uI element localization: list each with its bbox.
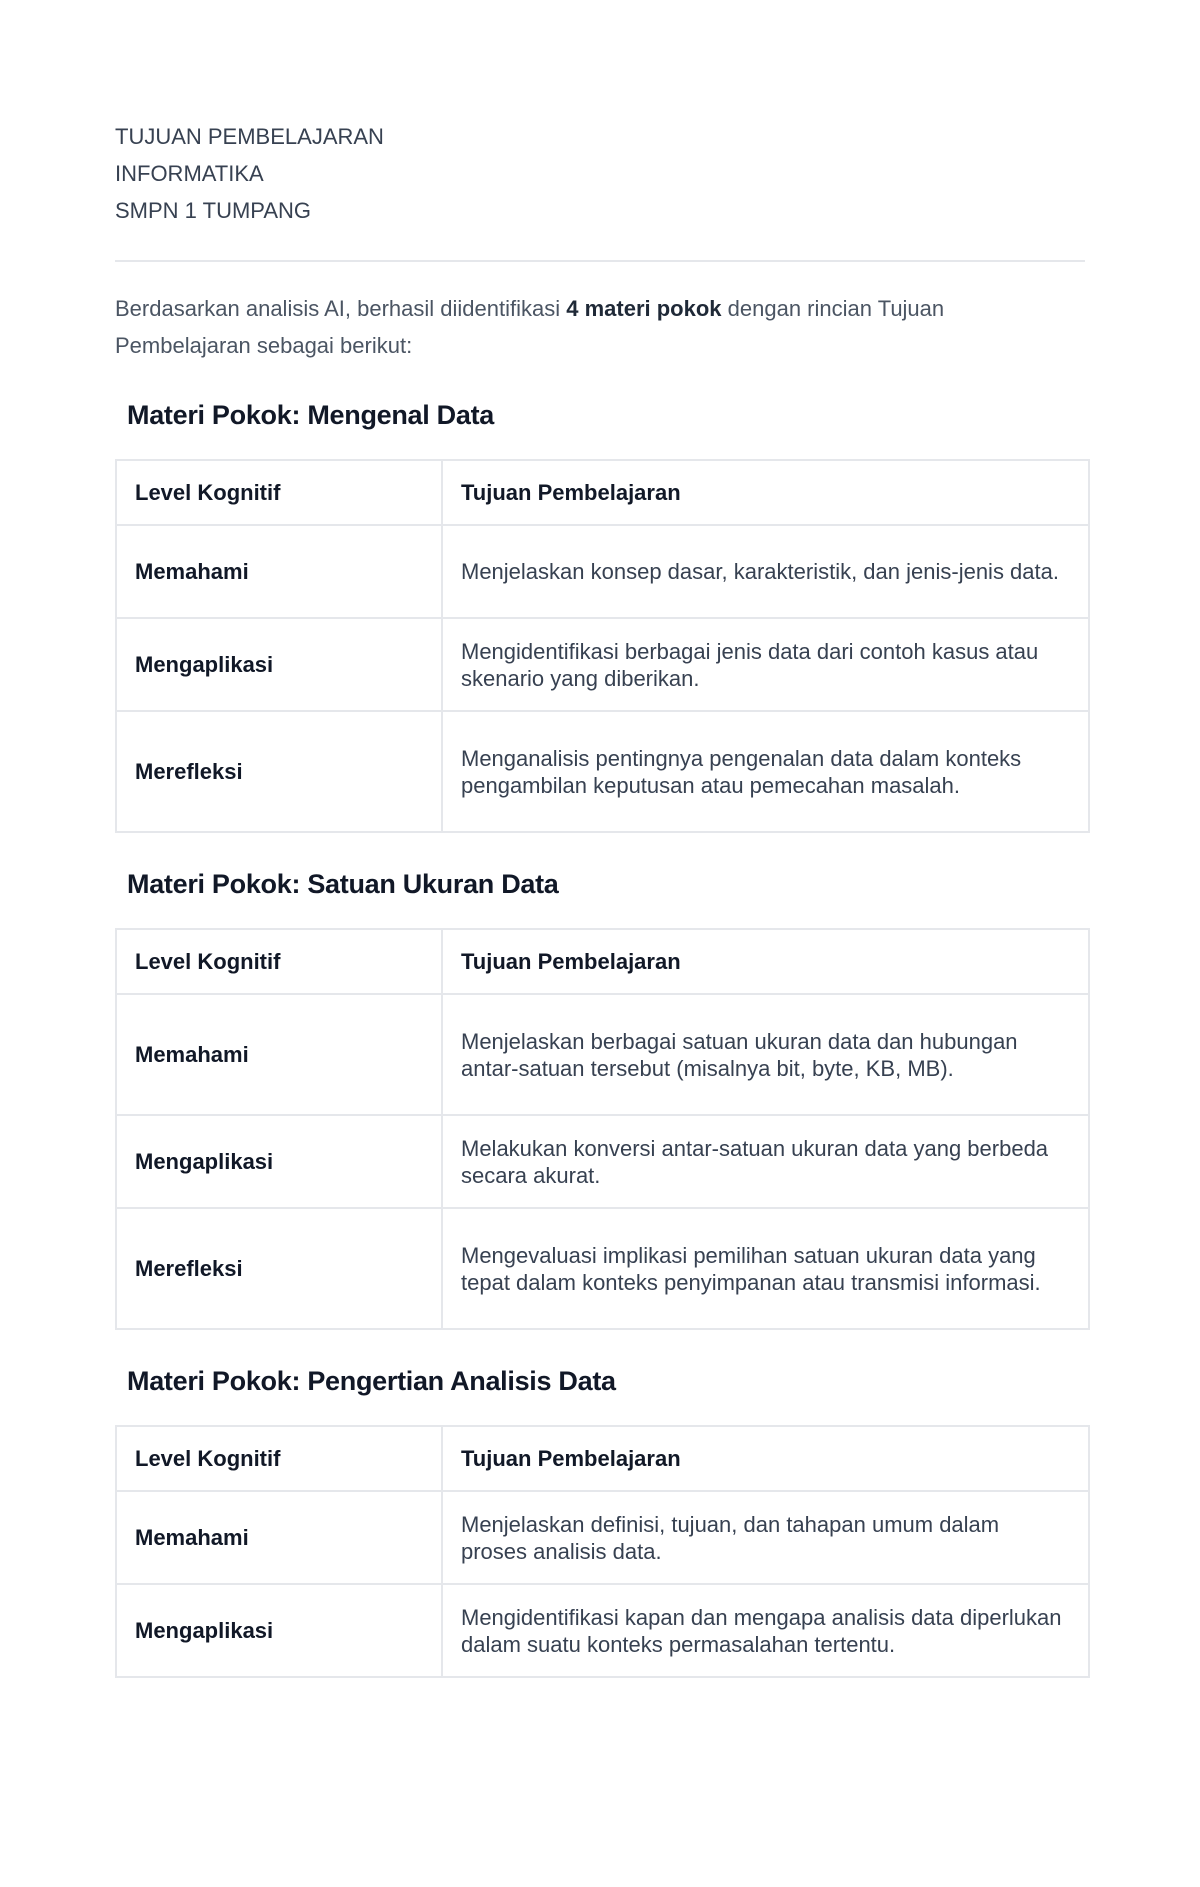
intro-paragraph [115,290,1085,364]
column-header-level: Level Kognitif [116,929,442,994]
header-divider [115,260,1085,262]
table-row [116,525,1089,618]
level-cell: Mengaplikasi [116,618,442,711]
header-subject: INFORMATIKA [115,161,264,186]
table-row [116,711,1089,832]
intro-text-after: dengan rincian Tujuan Pembelajaran sebagai berikut: [115,296,945,358]
section-title: Materi Pokok: Pengertian Analisis Data [127,1366,616,1396]
table-row [116,618,1089,711]
level-cell: Memahami [116,1491,442,1584]
table-row [116,1208,1089,1329]
level-cell: Merefleksi [116,1208,442,1329]
section-pengertian-analisis-data [115,1366,1085,1678]
objective-cell: Menjelaskan definisi, tujuan, dan tahapan umum dalam proses analisis data. [442,1491,1089,1584]
table-row [116,1491,1089,1584]
level-cell: Mengaplikasi [116,1115,442,1208]
column-header-level: Level Kognitif [116,1426,442,1491]
table-header-row [116,1426,1089,1491]
objective-cell: Menjelaskan berbagai satuan ukuran data dan hubungan antar-satuan tersebut (misalnya bit, byte, KB, MB). [442,994,1089,1115]
document-header [115,118,1085,229]
header-school: SMPN 1 TUMPANG [115,198,311,223]
section-title: Materi Pokok: Mengenal Data [127,400,494,430]
level-cell: Mengaplikasi [116,1584,442,1677]
objective-cell: Menjelaskan konsep dasar, karakteristik, dan jenis-jenis data. [442,525,1089,618]
level-cell: Memahami [116,994,442,1115]
section-title: Materi Pokok: Satuan Ukuran Data [127,869,559,899]
column-header-level: Level Kognitif [116,460,442,525]
column-header-objective: Tujuan Pembelajaran [442,460,1089,525]
intro-text-before: Berdasarkan analisis AI, berhasil diidentifikasi [115,296,567,321]
header-title: TUJUAN PEMBELAJARAN [115,124,384,149]
table-header-row [116,460,1089,525]
objective-cell: Menganalisis pentingnya pengenalan data dalam konteks pengambilan keputusan atau pemecahan masalah. [442,711,1089,832]
section-mengenal-data [115,400,1085,833]
column-header-objective: Tujuan Pembelajaran [442,929,1089,994]
objective-cell: Melakukan konversi antar-satuan ukuran data yang berbeda secara akurat. [442,1115,1089,1208]
objectives-table [115,928,1090,1330]
objective-cell: Mengidentifikasi kapan dan mengapa analisis data diperlukan dalam suatu konteks permasalahan tertentu. [442,1584,1089,1677]
level-cell: Memahami [116,525,442,618]
column-header-objective: Tujuan Pembelajaran [442,1426,1089,1491]
intro-highlight: 4 materi pokok [566,296,722,321]
table-header-row [116,929,1089,994]
objectives-table [115,459,1090,833]
level-cell: Merefleksi [116,711,442,832]
table-row [116,1115,1089,1208]
document-page [115,118,1085,1678]
section-satuan-ukuran-data [115,869,1085,1330]
table-row [116,994,1089,1115]
objective-cell: Mengidentifikasi berbagai jenis data dari contoh kasus atau skenario yang diberikan. [442,618,1089,711]
table-row [116,1584,1089,1677]
objective-cell: Mengevaluasi implikasi pemilihan satuan ukuran data yang tepat dalam konteks penyimpanan atau transmisi informasi. [442,1208,1089,1329]
objectives-table [115,1425,1090,1678]
